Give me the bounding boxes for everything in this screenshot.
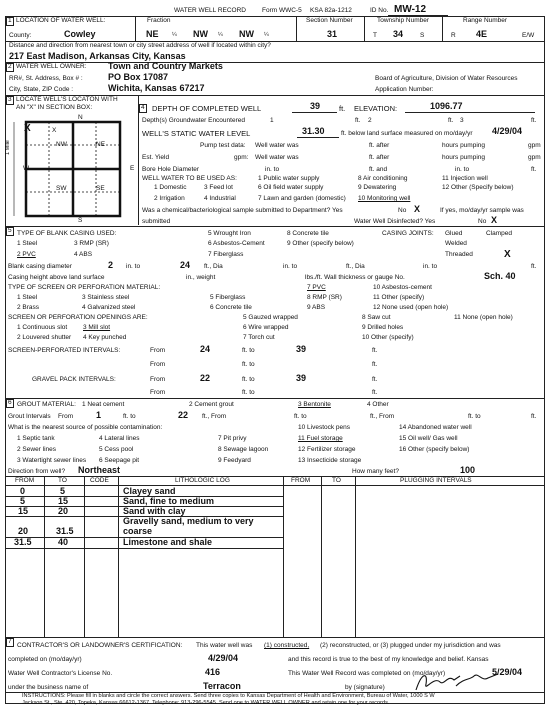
distance-label: Distance and direction from nearest town or city street address of well if located within city? <box>9 42 271 49</box>
township-value: 34 <box>393 29 404 39</box>
east-label: E <box>130 165 135 172</box>
table-row-from: 0 <box>20 486 26 496</box>
sw-label: SW <box>56 185 67 192</box>
range-label: Range Number <box>463 17 508 24</box>
township-label: Township Number <box>377 17 430 24</box>
street-value: PO Box 17087 <box>108 72 169 82</box>
table-row-desc: Sand with clay <box>123 506 186 516</box>
board-text: Board of Agriculture, Division of Water Resources <box>375 75 518 82</box>
west-label: W <box>23 165 30 172</box>
section-6-number: 6 <box>8 399 12 406</box>
completed-date: 4/29/04 <box>208 653 239 663</box>
section-1-number: 1 <box>8 17 12 24</box>
id-value: MW-12 <box>394 4 427 15</box>
log-header-lithologic: LITHOLOGIC LOG <box>175 477 230 484</box>
section-value: 31 <box>327 29 338 39</box>
nw-label: NW <box>56 141 67 148</box>
plug-header-intervals: PLUGGING INTERVALS <box>400 477 472 484</box>
form-number: Form WWC-5 <box>262 7 302 14</box>
table-row-desc: Sand, fine to medium <box>123 496 215 506</box>
instructions-line-2: Jackson St., Ste. 420, Topeka, Kansas 66612-1367. Telephone: 913-296-5545. Send one to WATER WELL OWNER and retain one for your records. <box>22 700 390 706</box>
static-date-value: 4/29/04 <box>492 126 523 136</box>
pvc-circled: 2 PVC <box>17 251 36 258</box>
table-row-desc: Limestone and shale <box>123 537 213 547</box>
fraction-label: Fraction <box>147 17 171 24</box>
street-label: RR#, St. Address, Box # : <box>9 75 83 82</box>
county-label: County: <box>9 32 32 39</box>
license-number: 416 <box>205 667 221 677</box>
log-header-code: CODE <box>90 477 109 484</box>
owner-label: WATER WELL OWNER: <box>16 63 87 70</box>
application-label: Application Number: <box>375 86 434 93</box>
address-value: 217 East Madison, Arkansas City, Kansas <box>9 51 186 61</box>
plug-header-to: TO <box>332 477 341 484</box>
direction-value: Northeast <box>78 465 121 475</box>
section-7-number: 7 <box>8 638 12 645</box>
section-5-number: 5 <box>8 227 12 234</box>
city-value: Wichita, Kansas 67217 <box>108 83 205 93</box>
south-label: S <box>78 217 83 224</box>
well-mark-x: X <box>24 123 31 134</box>
log-header-to: TO <box>58 477 67 484</box>
instructions-line-1: INSTRUCTIONS: Please fill in blanks and circle the correct answers. Send three copies to Kansas Department of Health and Environment, Bureau of Water, 1000 S W <box>22 693 435 699</box>
static-level-value: 31.30 <box>302 126 325 136</box>
elevation-value: 1096.77 <box>430 101 463 111</box>
feet-value: 100 <box>460 465 476 475</box>
quarter-mark-x: X <box>52 127 57 134</box>
section-label: Section Number <box>306 17 353 24</box>
monitoring-well-circled: 10 Monitoring well <box>358 195 411 202</box>
table-row-from: 31.5 <box>14 537 32 547</box>
section-4-number: 4 <box>141 104 145 111</box>
table-row-desc: Clayey sand <box>123 486 176 496</box>
table-row-from: 15 <box>18 506 29 516</box>
north-label: N <box>78 114 83 121</box>
screen-to: 39 <box>296 344 307 354</box>
fuel-storage-circled: 11 Fuel storage <box>298 435 343 442</box>
gauge-value: Sch. 40 <box>484 271 516 281</box>
table-row-from: 20 <box>18 526 29 536</box>
mill-slot-circled: 3 Mill slot <box>83 324 111 331</box>
business-name: Terracon <box>203 681 241 691</box>
table-row-to: 5 <box>60 486 66 496</box>
constructed-circled: (1) constructed, <box>264 642 310 649</box>
fraction-1: NE <box>146 29 159 39</box>
fraction-2: NW <box>193 29 208 39</box>
section-3-number: 3 <box>8 96 12 103</box>
county-value: Cowley <box>64 29 96 39</box>
depth-value: 39 <box>310 101 321 111</box>
location-label: LOCATION OF WATER WELL: <box>16 17 106 24</box>
table-row-from: 5 <box>20 496 26 506</box>
range-value: 4E <box>476 29 488 39</box>
mile-label: 1 Mile <box>5 140 11 155</box>
table-row-to: 20 <box>58 506 69 516</box>
form-title: WATER WELL RECORD <box>174 7 246 14</box>
record-date: 5/29/04 <box>492 667 523 677</box>
se-label: SE <box>96 185 105 192</box>
gravel-to: 39 <box>296 373 307 383</box>
grout-to: 22 <box>178 410 189 420</box>
ne-label: NE <box>96 141 106 148</box>
log-header-from: FROM <box>15 477 35 484</box>
owner-value: Town and Country Markets <box>108 61 223 71</box>
table-row-to: 15 <box>58 496 69 506</box>
city-label: City, State, ZIP Code : <box>9 86 74 93</box>
table-row-to: 40 <box>58 537 69 547</box>
plug-header-from: FROM <box>291 477 311 484</box>
screen-pvc-circled: 7 PVC <box>307 284 326 291</box>
screen-from: 24 <box>200 344 211 354</box>
section-2-number: 2 <box>8 63 12 70</box>
gravel-from: 22 <box>200 373 211 383</box>
table-row-desc: Gravelly sand, medium to very <box>123 516 254 526</box>
bentonite-circled: 3 Bentonite <box>298 401 331 408</box>
ksa-ref: KSA 82a-1212 <box>310 7 352 14</box>
id-label: ID No. <box>370 7 389 14</box>
table-row-desc-cont: coarse <box>123 526 153 536</box>
grout-from: 1 <box>96 410 102 420</box>
fraction-3: NW <box>239 29 254 39</box>
table-row-to: 31.5 <box>56 526 74 536</box>
